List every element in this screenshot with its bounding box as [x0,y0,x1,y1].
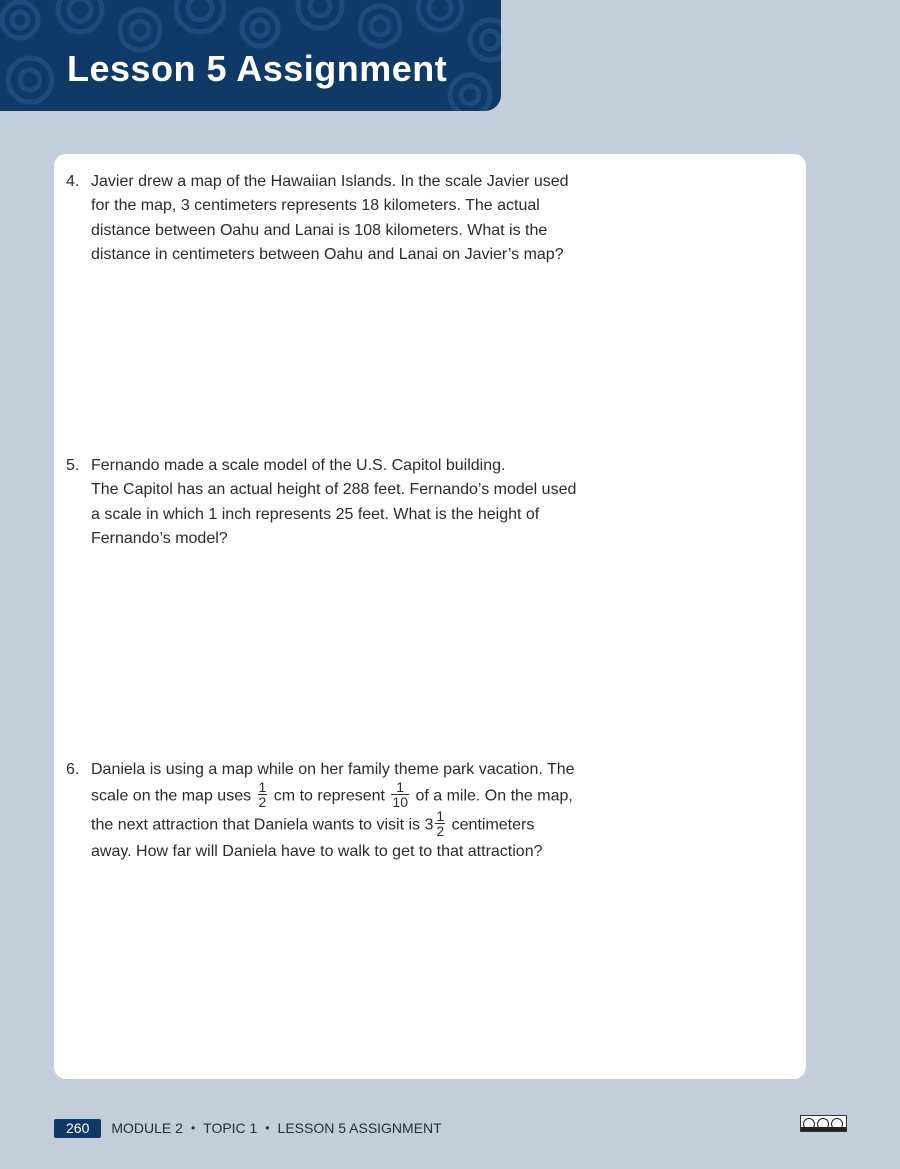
fraction-numerator: 1 [436,808,445,825]
question-5 [66,454,626,551]
text-segment: of a mile. On the map, [415,788,573,806]
header-banner [0,0,501,111]
footer-lesson: LESSON 5 ASSIGNMENT [277,1120,442,1136]
question-line [91,779,626,811]
fraction-denominator: 2 [436,823,445,840]
page-number: 260 [54,1119,101,1138]
fraction-one-tenth [391,780,409,809]
fraction-numerator: 1 [258,779,267,796]
footer-topic: TOPIC 1 [203,1120,258,1136]
cc-by-nc-icon [800,1115,847,1132]
assignment-card [54,154,806,1079]
question-text [91,454,626,551]
question-line: distance in centimeters between Oahu and Lanai on Javier’s map? [91,245,564,263]
page-title: Lesson 5 Assignment [67,48,448,89]
text-segment: centimeters [451,817,535,835]
question-line [91,808,626,840]
footer-module: MODULE 2 [111,1120,183,1136]
question-line: Daniela is using a map while on her family theme park vacation. The [91,761,575,778]
text-segment: cm to represent [273,788,385,806]
question-text [91,758,626,865]
question-line: Fernando’s model? [91,529,228,547]
fraction-denominator: 10 [392,794,408,811]
footer-bullet: • [265,1121,270,1135]
fraction-one-half [435,809,445,838]
question-number: 4. [66,173,80,190]
page-footer [54,1118,442,1138]
question-text [91,170,626,267]
question-number: 5. [66,457,80,474]
question-line: The Capitol has an actual height of 288 feet. Fernando’s model used [91,481,577,499]
fraction-one-half [258,780,268,809]
fraction-denominator: 2 [258,794,267,811]
footer-bullet: • [190,1121,196,1135]
question-4 [66,170,626,267]
fraction-numerator: 1 [396,779,405,796]
question-line: Fernando made a scale model of the U.S. Capitol building. [91,457,506,474]
text-segment: the next attraction that Daniela wants to visit is 3 [91,817,434,835]
question-line: a scale in which 1 inch represents 25 feet. What is the height of [91,505,540,523]
question-number: 6. [66,761,80,778]
question-line: away. How far will Daniela have to walk to get to that attraction? [91,843,543,861]
license-bar [801,1127,846,1131]
question-line: distance between Oahu and Lanai is 108 kilometers. What is the [91,221,548,239]
text-segment: scale on the map uses [91,788,252,806]
question-line: Javier drew a map of the Hawaiian Islands. In the scale Javier used [91,173,569,190]
question-line: for the map, 3 centimeters represents 18 kilometers. The actual [91,197,540,215]
question-6 [66,758,626,865]
